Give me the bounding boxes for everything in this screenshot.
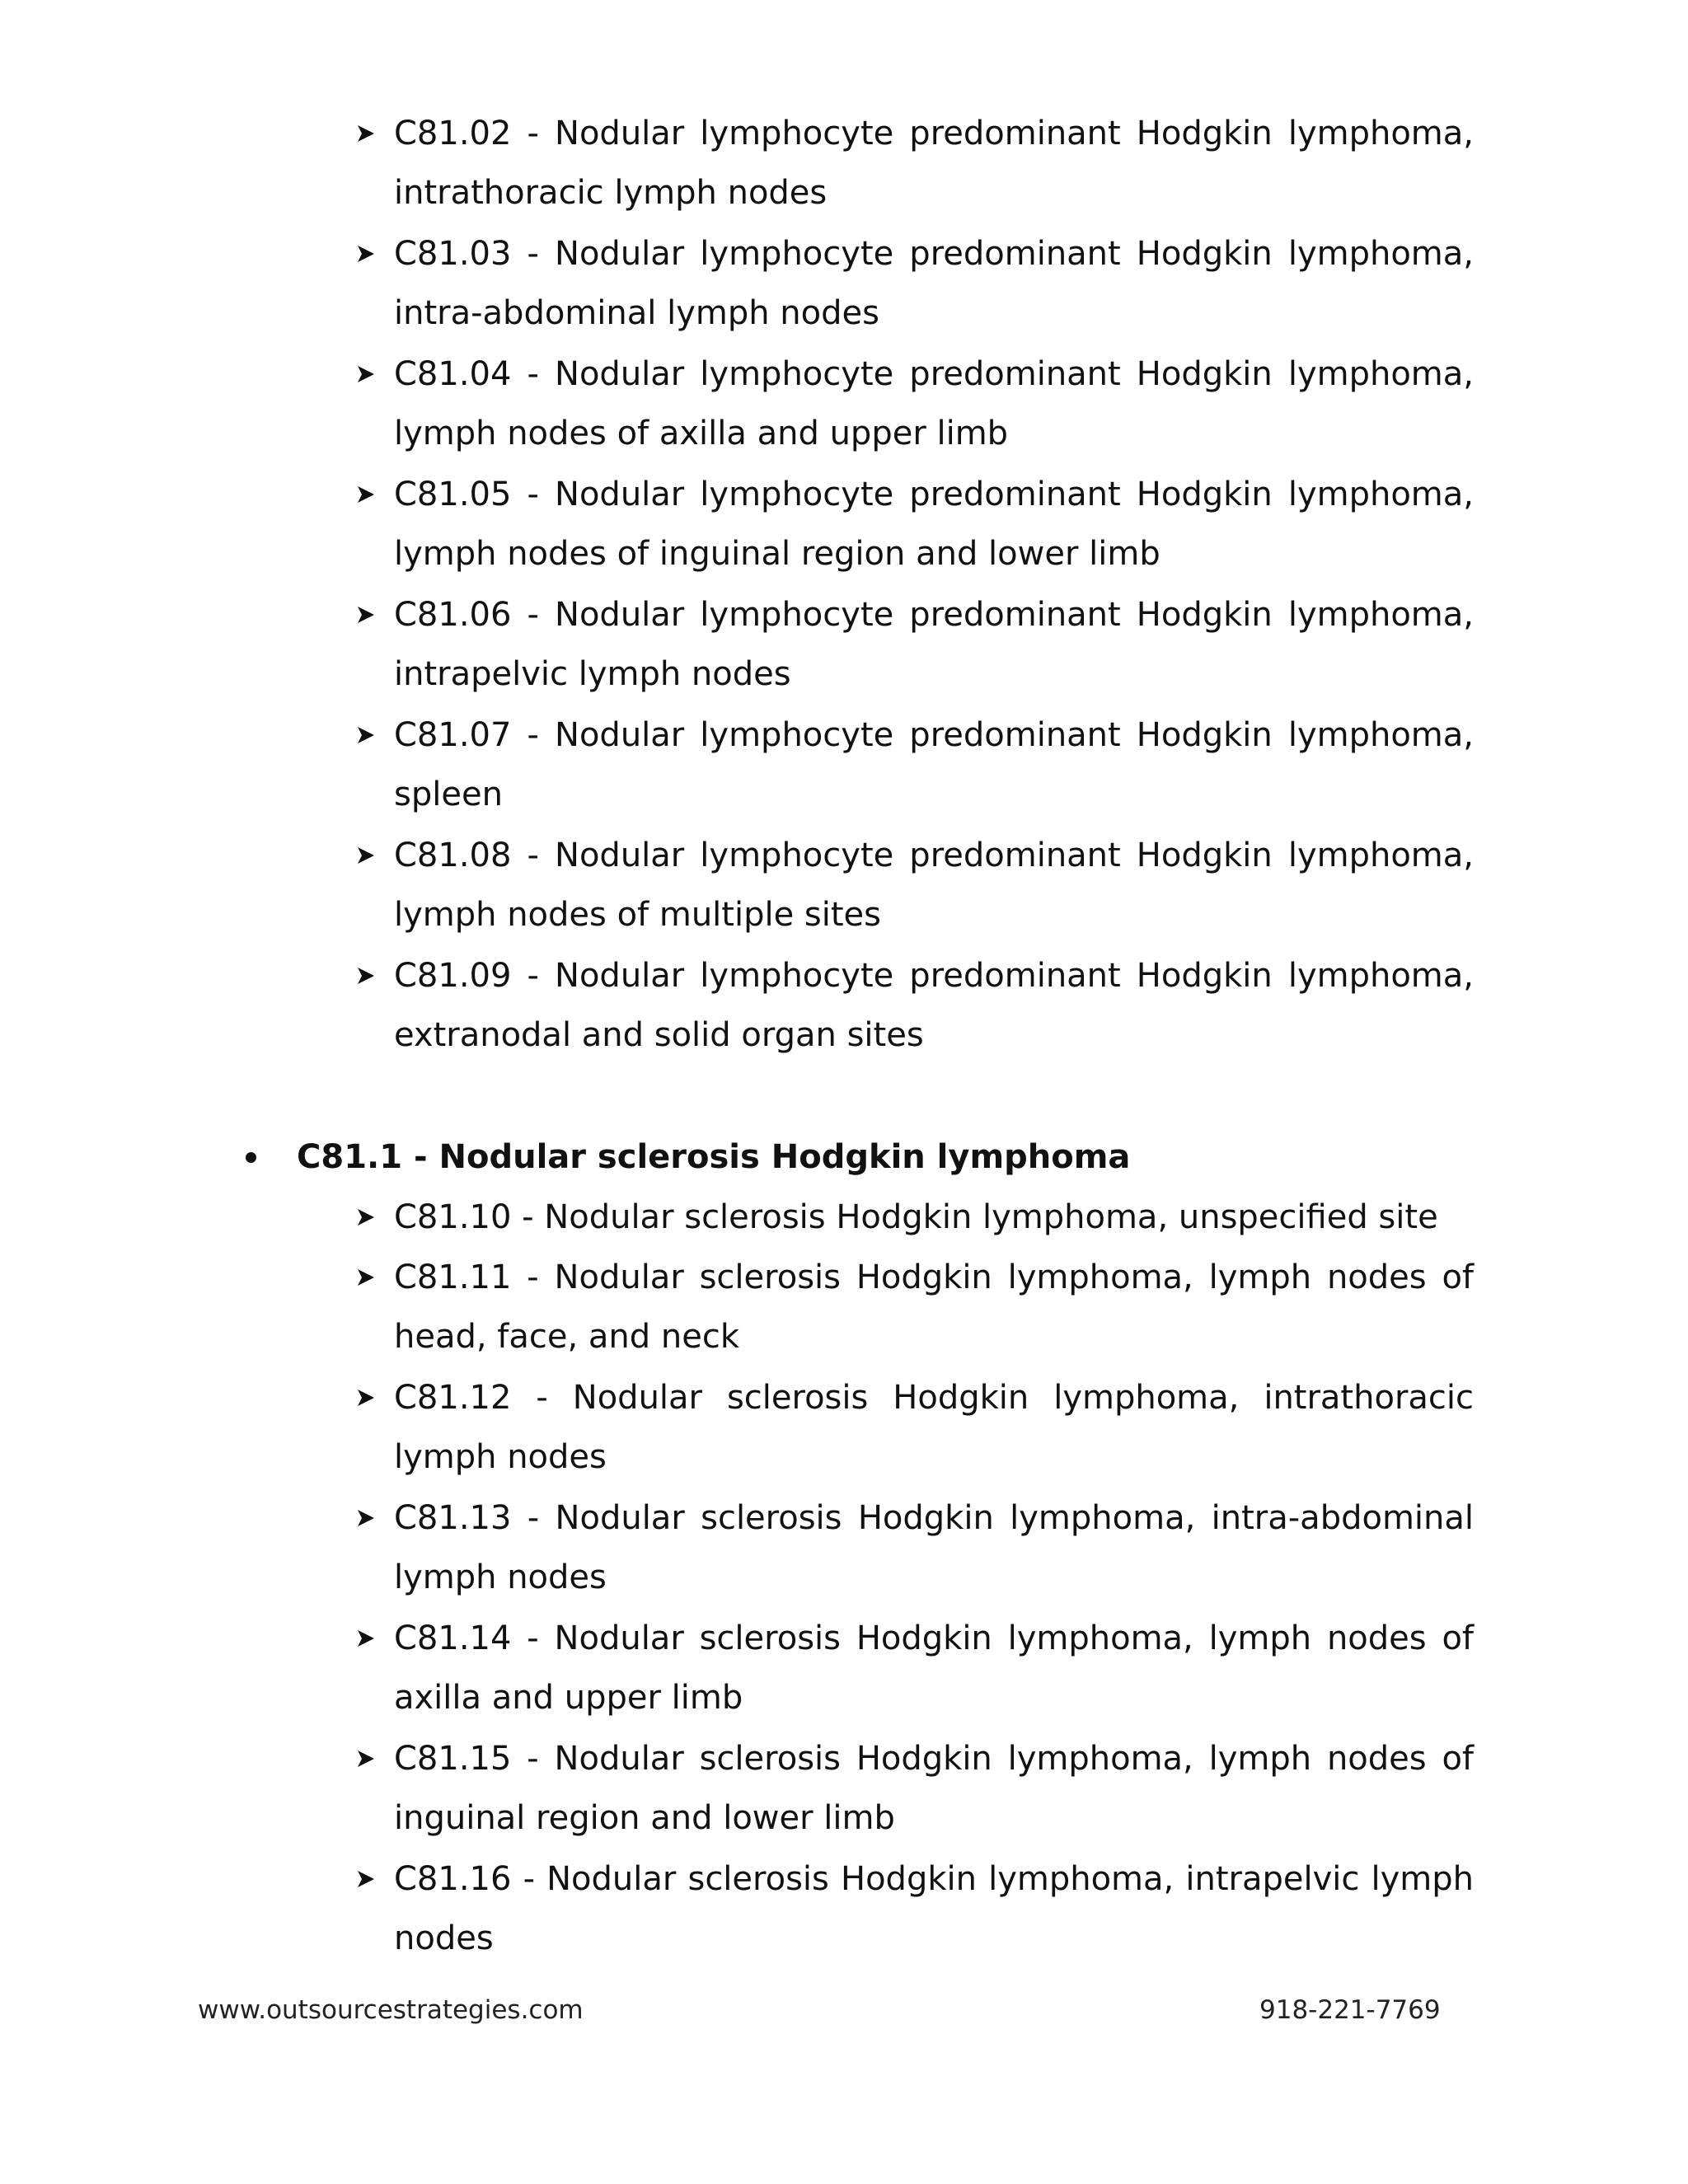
arrowhead-bullet-icon [345,1849,377,1909]
arrowhead-bullet-icon [345,465,377,524]
list-item-text: C81.07 - Nodular lymphocyte predominant Hodgkin lymphoma, spleen [394,716,1474,813]
list-item [394,1188,1474,1247]
list-item-text: C81.14 - Nodular sclerosis Hodgkin lymphoma, lymph nodes of axilla and upper limb [394,1619,1474,1717]
list-item-text: C81.16 - Nodular sclerosis Hodgkin lymphoma, intrapelvic lymph nodes [394,1860,1474,1957]
list-item [394,946,1474,1065]
list-item-text: C81.05 - Nodular lymphocyte predominant Hodgkin lymphoma, lymph nodes of inguinal region and lower limb [394,476,1474,573]
list-item-text: C81.03 - Nodular lymphocyte predominant Hodgkin lymphoma, intra-abdominal lymph nodes [394,235,1474,332]
list-item [394,1488,1474,1607]
list-item [394,224,1474,343]
list-item [394,585,1474,704]
list-item [394,1609,1474,1727]
section-heading [297,1127,1130,1187]
arrowhead-bullet-icon [345,1248,377,1307]
arrowhead-bullet-icon [345,104,377,163]
list-item-text: C81.15 - Nodular sclerosis Hodgkin lymphoma, lymph nodes of inguinal region and lower limb [394,1740,1474,1837]
list-item [394,465,1474,583]
arrowhead-bullet-icon [345,946,377,1005]
list-item [394,1729,1474,1848]
arrowhead-bullet-icon [345,1368,377,1427]
list-item-text: C81.12 - Nodular sclerosis Hodgkin lymphoma, intrathoracic lymph nodes [394,1379,1474,1476]
arrowhead-bullet-icon [345,705,377,765]
arrowhead-bullet-icon [345,224,377,284]
list-item-text: C81.13 - Nodular sclerosis Hodgkin lymphoma, intra-abdominal lymph nodes [394,1499,1474,1596]
footer-phone: 918-221-7769 [1259,1995,1441,2025]
list-item-text: C81.06 - Nodular lymphocyte predominant Hodgkin lymphoma, intrapelvic lymph nodes [394,596,1474,693]
arrowhead-bullet-icon [345,826,377,885]
footer-website: www.outsourcestrategies.com [198,1995,584,2025]
round-bullet-icon [246,1152,256,1163]
arrowhead-bullet-icon [345,1729,377,1788]
list-item-text: C81.10 - Nodular sclerosis Hodgkin lymphoma, unspecified site [394,1198,1438,1236]
list-item-text: C81.11 - Nodular sclerosis Hodgkin lymphoma, lymph nodes of head, face, and neck [394,1258,1474,1356]
arrowhead-bullet-icon [345,1488,377,1548]
list-item-text: C81.04 - Nodular lymphocyte predominant Hodgkin lymphoma, lymph nodes of axilla and upper limb [394,355,1474,452]
list-item [394,1849,1474,1968]
arrowhead-bullet-icon [345,1188,377,1247]
arrowhead-bullet-icon [345,1609,377,1668]
list-item-text: C81.02 - Nodular lymphocyte predominant Hodgkin lymphoma, intrathoracic lymph nodes [394,115,1474,212]
list-item [394,1248,1474,1366]
list-item [394,1368,1474,1487]
section-heading-text: C81.1 - Nodular sclerosis Hodgkin lymphoma [297,1138,1131,1176]
list-item-text: C81.08 - Nodular lymphocyte predominant Hodgkin lymphoma, lymph nodes of multiple sites [394,837,1474,934]
list-item [394,344,1474,463]
arrowhead-bullet-icon [345,585,377,644]
list-item [394,104,1474,223]
list-item-text: C81.09 - Nodular lymphocyte predominant Hodgkin lymphoma, extranodal and solid organ sites [394,957,1474,1054]
list-item [394,826,1474,944]
list-item [394,705,1474,824]
arrowhead-bullet-icon [345,344,377,404]
